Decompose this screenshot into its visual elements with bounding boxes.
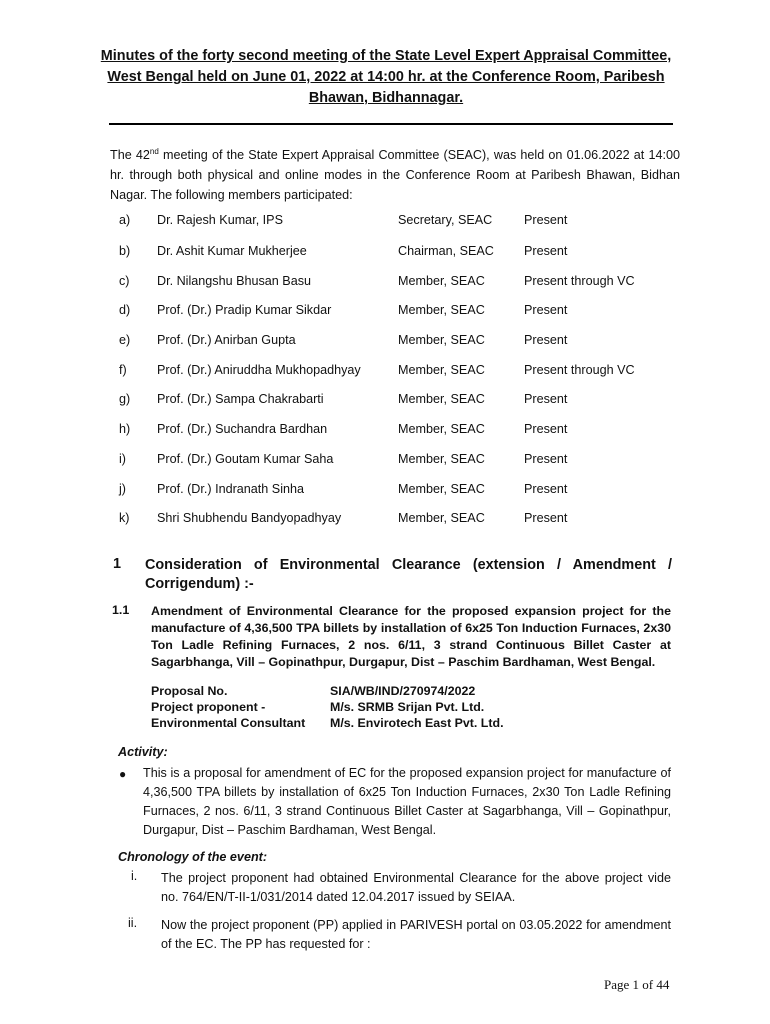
chronology-item-text: The project proponent had obtained Environmental Clearance for the above project vide no. 764/EN/T-II-1/031/2014 dated 12.04.2017 issued by SEIAA. — [161, 871, 671, 904]
member-status: Present — [524, 482, 568, 496]
member-role: Member, SEAC — [398, 274, 485, 288]
subsection-number: 1.1 — [112, 603, 130, 617]
intro-start: The 42 — [110, 148, 150, 163]
member-role: Member, SEAC — [398, 363, 485, 377]
member-role: Chairman, SEAC — [398, 244, 494, 258]
member-index: b) — [119, 244, 131, 258]
member-status: Present — [524, 244, 568, 258]
member-name: Dr. Ashit Kumar Mukherjee — [157, 244, 307, 258]
member-status: Present — [524, 392, 568, 406]
document-title: Minutes of the forty second meeting of the State Level Expert Appraisal Committee, West Bengal held on June 01, 2022 at 14:00 hr. at the Conference Room, Paribesh Bhawan, Bidhannagar. — [100, 48, 672, 106]
member-name: Prof. (Dr.) Indranath Sinha — [157, 482, 304, 496]
member-index: g) — [119, 392, 131, 406]
member-status: Present through VC — [524, 274, 635, 288]
chronology-item-number: ii. — [128, 916, 138, 930]
member-index: k) — [119, 511, 130, 525]
member-role: Member, SEAC — [398, 333, 485, 347]
member-status: Present — [524, 333, 568, 347]
member-index: i) — [119, 452, 126, 466]
subsection-heading: Amendment of Environmental Clearance for the proposed expansion project for the manufacture of 4,36,500 TPA billets by installation of 6x25 Ton Induction Furnaces, 2x30 Ton Ladle Refining Furnaces, 2 nos. 6/11, 3 strand Continuous Billet Caster at Sagarbhanga, Vill – Gopinathpur, Durgapur, Dist – Paschim Bardhaman, West Bengal. — [151, 604, 671, 669]
member-name: Shri Shubhendu Bandyopadhyay — [157, 511, 342, 525]
proposal-value: M/s. Envirotech East Pvt. Ltd. — [330, 716, 504, 730]
activity-heading: Activity: — [118, 745, 168, 759]
member-name: Prof. (Dr.) Goutam Kumar Saha — [157, 452, 334, 466]
member-name: Prof. (Dr.) Pradip Kumar Sikdar — [157, 303, 332, 317]
member-index: h) — [119, 422, 131, 436]
page-number: Page 1 of 44 — [604, 977, 670, 992]
member-index: e) — [119, 333, 131, 347]
bullet-icon: ● — [119, 767, 127, 781]
section-heading: Consideration of Environmental Clearance (extension / Amendment / Corrigendum) :- — [145, 557, 672, 592]
member-role: Secretary, SEAC — [398, 213, 493, 227]
member-name: Dr. Rajesh Kumar, IPS — [157, 213, 283, 227]
member-index: a) — [119, 213, 131, 227]
member-role: Member, SEAC — [398, 511, 485, 525]
activity-bullet: This is a proposal for amendment of EC for the proposed expansion project for manufacture of 4,36,500 TPA billets by installation of 6x25 Ton Induction Furnaces, 2x30 Ton Ladle Refining Furnaces, 2 nos. 6/11, 3 strand Continuous Billet Caster at Sagarbhanga, Vill – Gopinathpur, Durgapur, Dist – Paschim Bardhaman, West Bengal. — [143, 766, 671, 837]
member-status: Present — [524, 213, 568, 227]
intro-paragraph — [110, 142, 680, 205]
member-name: Prof. (Dr.) Aniruddha Mukhopadhyay — [157, 363, 361, 377]
proposal-value: M/s. SRMB Srijan Pvt. Ltd. — [330, 700, 485, 714]
chronology-heading: Chronology of the event: — [118, 850, 268, 864]
member-index: j) — [119, 482, 126, 496]
proposal-value: SIA/WB/IND/270974/2022 — [330, 684, 476, 698]
member-status: Present — [524, 303, 568, 317]
member-name: Prof. (Dr.) Sampa Chakrabarti — [157, 392, 324, 406]
member-status: Present through VC — [524, 363, 635, 377]
member-role: Member, SEAC — [398, 392, 485, 406]
member-status: Present — [524, 422, 568, 436]
member-role: Member, SEAC — [398, 482, 485, 496]
member-status: Present — [524, 511, 568, 525]
member-role: Member, SEAC — [398, 303, 485, 317]
member-index: d) — [119, 303, 131, 317]
member-role: Member, SEAC — [398, 422, 485, 436]
member-index: c) — [119, 274, 130, 288]
member-role: Member, SEAC — [398, 452, 485, 466]
member-index: f) — [119, 363, 127, 377]
intro-rest: meeting of the State Expert Appraisal Committee (SEAC), was held on 01.06.2022 at 14:00 hr. through both physical and online modes in the Conference Room at Paribesh Bhawan, Bidhan Nagar. The following members participated: — [110, 148, 680, 203]
proposal-label: Environmental Consultant — [151, 716, 306, 730]
chronology-item-text: Now the project proponent (PP) applied in PARIVESH portal on 03.05.2022 for amendment of the EC. The PP has requested for : — [161, 918, 671, 951]
title-divider — [109, 123, 673, 125]
member-status: Present — [524, 452, 568, 466]
proposal-label: Proposal No. — [151, 684, 228, 698]
member-name: Prof. (Dr.) Suchandra Bardhan — [157, 422, 328, 436]
section-number: 1 — [113, 556, 122, 572]
intro-superscript: nd — [149, 147, 159, 156]
proposal-label: Project proponent - — [151, 700, 266, 714]
member-name: Prof. (Dr.) Anirban Gupta — [157, 333, 296, 347]
member-name: Dr. Nilangshu Bhusan Basu — [157, 274, 312, 288]
chronology-item-number: i. — [131, 869, 138, 883]
